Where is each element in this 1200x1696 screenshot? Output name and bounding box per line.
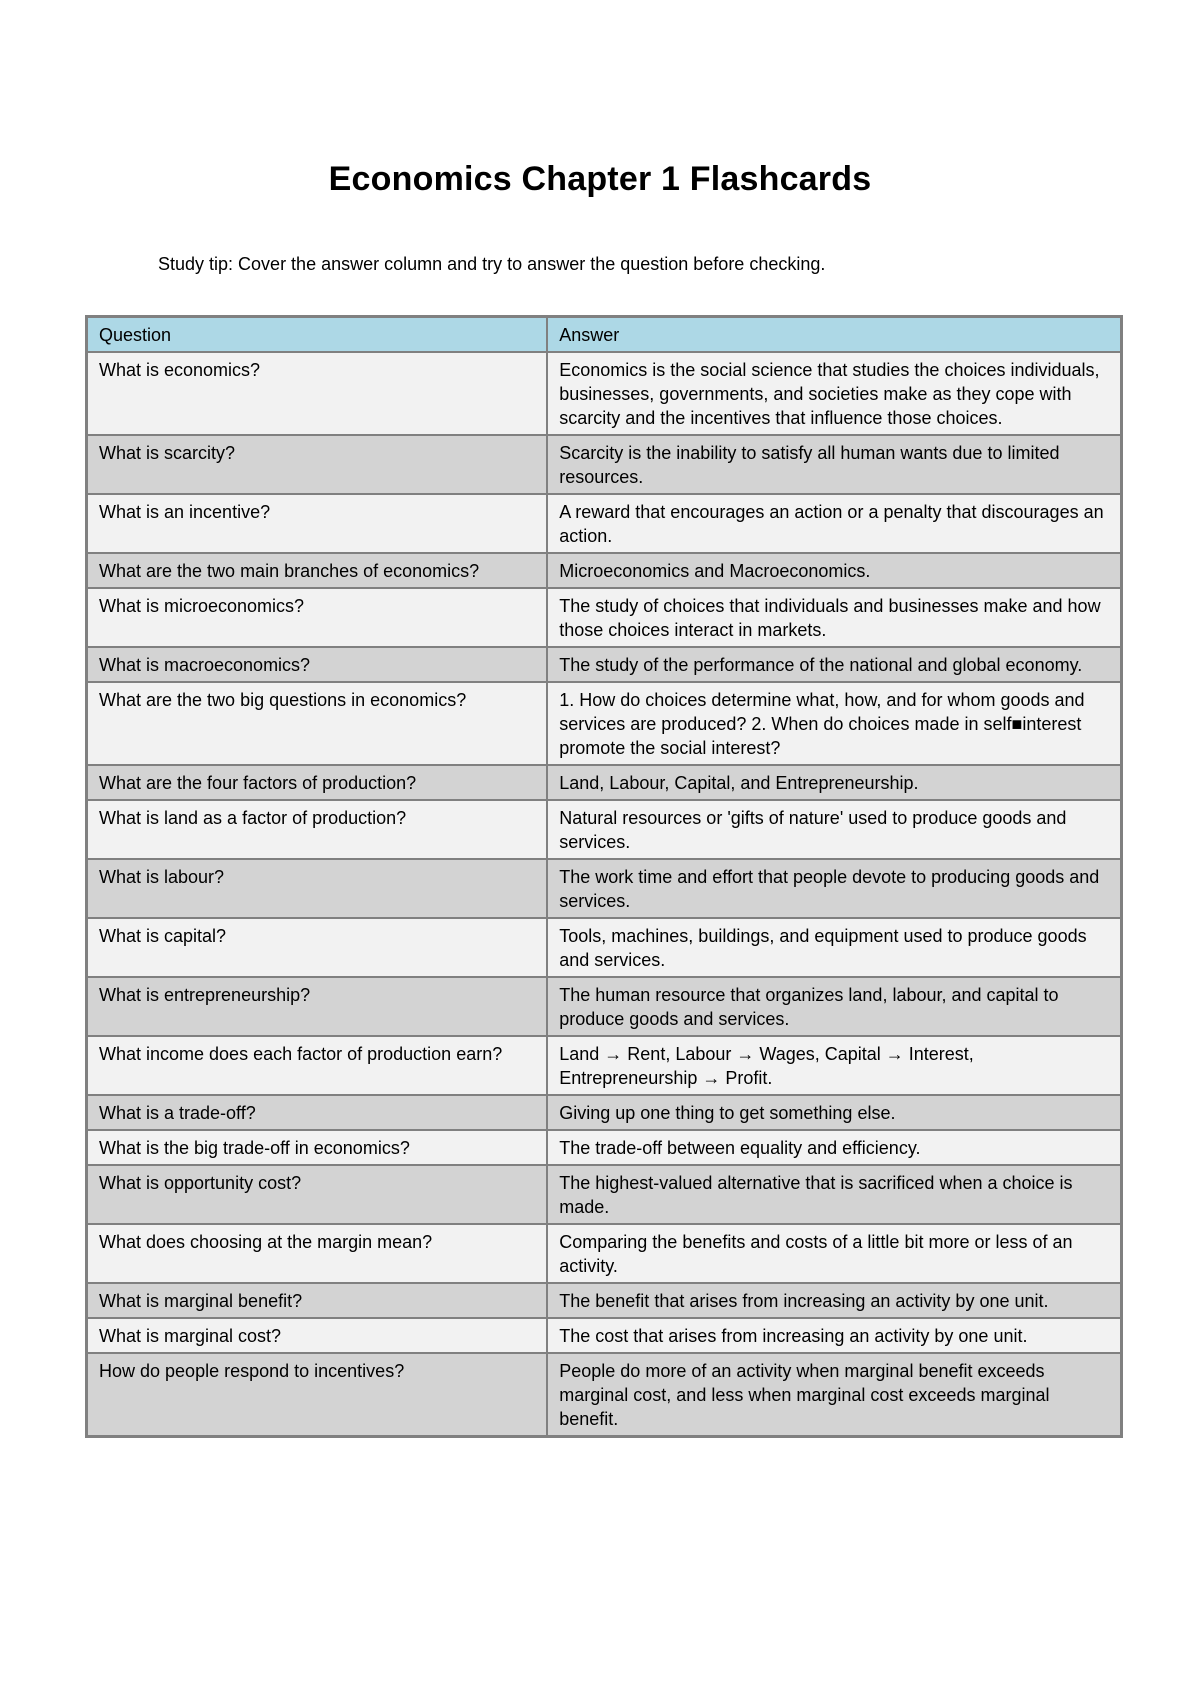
table-row bbox=[87, 1224, 1122, 1283]
answer-cell: Land → Rent, Labour → Wages, Capital → Interest, Entrepreneurship → Profit. bbox=[547, 1036, 1121, 1095]
question-cell: What are the four factors of production? bbox=[87, 765, 548, 800]
question-cell: What is capital? bbox=[87, 918, 548, 977]
table-header-row bbox=[87, 317, 1122, 353]
question-cell: What income does each factor of production earn? bbox=[87, 1036, 548, 1095]
answer-cell: The benefit that arises from increasing an activity by one unit. bbox=[547, 1283, 1121, 1318]
table-row bbox=[87, 1036, 1122, 1095]
question-cell: What is a trade-off? bbox=[87, 1095, 548, 1130]
table-row bbox=[87, 765, 1122, 800]
question-cell: What is the big trade-off in economics? bbox=[87, 1130, 548, 1165]
answer-cell: People do more of an activity when marginal benefit exceeds marginal cost, and less when marginal cost exceeds marginal benefit. bbox=[547, 1353, 1121, 1437]
table-row bbox=[87, 1165, 1122, 1224]
table-row bbox=[87, 1095, 1122, 1130]
answer-cell: A reward that encourages an action or a penalty that discourages an action. bbox=[547, 494, 1121, 553]
question-cell: What is scarcity? bbox=[87, 435, 548, 494]
page-title: Economics Chapter 1 Flashcards bbox=[328, 160, 872, 198]
table-row bbox=[87, 859, 1122, 918]
table-row bbox=[87, 918, 1122, 977]
question-cell: How do people respond to incentives? bbox=[87, 1353, 548, 1437]
answer-cell: The highest-valued alternative that is sacrificed when a choice is made. bbox=[547, 1165, 1121, 1224]
answer-cell: Tools, machines, buildings, and equipment used to produce goods and services. bbox=[547, 918, 1121, 977]
answer-cell: Economics is the social science that studies the choices individuals, businesses, governments, and societies make as they cope with scarcity and the incentives that influence those choices. bbox=[547, 352, 1121, 435]
answer-cell: Comparing the benefits and costs of a little bit more or less of an activity. bbox=[547, 1224, 1121, 1283]
table-row bbox=[87, 588, 1122, 647]
column-header-question: Question bbox=[87, 317, 548, 353]
question-cell: What is entrepreneurship? bbox=[87, 977, 548, 1036]
question-cell: What is opportunity cost? bbox=[87, 1165, 548, 1224]
answer-cell: The cost that arises from increasing an activity by one unit. bbox=[547, 1318, 1121, 1353]
question-cell: What is economics? bbox=[87, 352, 548, 435]
table-row bbox=[87, 1353, 1122, 1437]
answer-cell: 1. How do choices determine what, how, and for whom goods and services are produced? 2. When do choices made in self■interest promote the social interest? bbox=[547, 682, 1121, 765]
table-row bbox=[87, 494, 1122, 553]
question-cell: What is labour? bbox=[87, 859, 548, 918]
table-row bbox=[87, 1130, 1122, 1165]
answer-cell: The trade-off between equality and efficiency. bbox=[547, 1130, 1121, 1165]
table-row bbox=[87, 435, 1122, 494]
question-cell: What are the two main branches of economics? bbox=[87, 553, 548, 588]
question-cell: What is land as a factor of production? bbox=[87, 800, 548, 859]
answer-cell: The study of choices that individuals and businesses make and how those choices interact in markets. bbox=[547, 588, 1121, 647]
answer-cell: Giving up one thing to get something else. bbox=[547, 1095, 1121, 1130]
answer-cell: Microeconomics and Macroeconomics. bbox=[547, 553, 1121, 588]
column-header-answer: Answer bbox=[547, 317, 1121, 353]
table-row bbox=[87, 977, 1122, 1036]
answer-cell: The study of the performance of the national and global economy. bbox=[547, 647, 1121, 682]
study-tip: Study tip: Cover the answer column and try to answer the question before checking. bbox=[158, 254, 826, 274]
table-row bbox=[87, 682, 1122, 765]
answer-cell: Natural resources or 'gifts of nature' used to produce goods and services. bbox=[547, 800, 1121, 859]
table-row bbox=[87, 553, 1122, 588]
table-row bbox=[87, 800, 1122, 859]
question-cell: What does choosing at the margin mean? bbox=[87, 1224, 548, 1283]
table-row bbox=[87, 352, 1122, 435]
flashcard-rows bbox=[87, 352, 1122, 1437]
answer-cell: The human resource that organizes land, labour, and capital to produce goods and services. bbox=[547, 977, 1121, 1036]
question-cell: What is microeconomics? bbox=[87, 588, 548, 647]
table-row bbox=[87, 647, 1122, 682]
question-cell: What are the two big questions in economics? bbox=[87, 682, 548, 765]
answer-cell: Scarcity is the inability to satisfy all human wants due to limited resources. bbox=[547, 435, 1121, 494]
question-cell: What is marginal benefit? bbox=[87, 1283, 548, 1318]
question-cell: What is an incentive? bbox=[87, 494, 548, 553]
answer-cell: Land, Labour, Capital, and Entrepreneurship. bbox=[547, 765, 1121, 800]
table-row bbox=[87, 1318, 1122, 1353]
table-row bbox=[87, 1283, 1122, 1318]
question-cell: What is marginal cost? bbox=[87, 1318, 548, 1353]
answer-cell: The work time and effort that people devote to producing goods and services. bbox=[547, 859, 1121, 918]
flashcard-table bbox=[85, 315, 1123, 1438]
question-cell: What is macroeconomics? bbox=[87, 647, 548, 682]
